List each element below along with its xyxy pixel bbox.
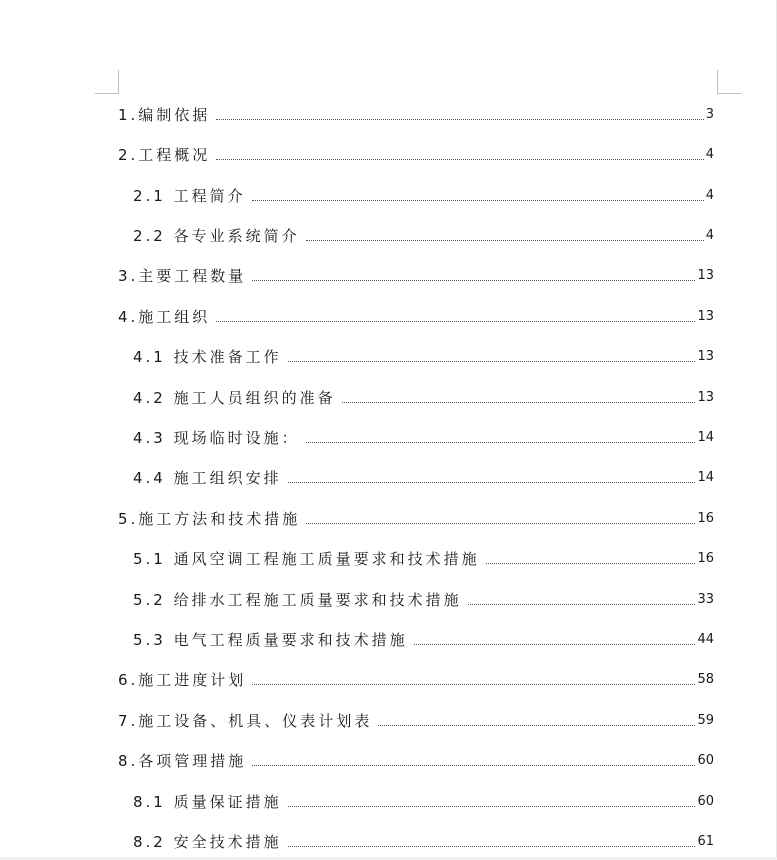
toc-entry-page: 4 [705,228,714,243]
toc-entry-title: 2.2 各专业系统简介 [133,227,300,245]
toc-leader-dots [288,361,696,362]
toc-leader-dots [468,604,696,605]
toc-entry-page: 16 [697,511,714,526]
toc-entry[interactable] [133,830,714,852]
toc-entry-title: 4.4 施工组织安排 [133,469,282,487]
toc-entry-title: 4.2 施工人员组织的准备 [133,389,336,407]
toc-entry[interactable] [118,668,714,690]
toc-leader-dots [378,725,695,726]
toc-entry-page: 13 [697,390,714,405]
toc-entry[interactable] [133,184,714,206]
toc-entry-page: 13 [697,349,714,364]
toc-leader-dots [288,846,696,847]
toc-entry-page: 61 [697,834,714,849]
toc-leader-dots [342,402,696,403]
toc-entry-title: 8.2 安全技术措施 [133,833,282,851]
toc-leader-dots [288,482,696,483]
toc-entry-title: 5.施工方法和技术措施 [118,510,301,528]
toc-leader-dots [306,240,704,241]
toc-entry-title: 4.3 现场临时设施： [133,429,300,447]
toc-entry-title: 4.施工组织 [118,308,211,326]
toc-entry[interactable] [133,547,714,569]
toc-entry[interactable] [133,790,714,812]
toc-entry[interactable] [118,709,714,731]
toc-entry-title: 5.2 给排水工程施工质量要求和技术措施 [133,591,462,609]
toc-entry[interactable] [118,264,714,286]
toc-leader-dots [306,523,695,524]
toc-entry-page: 14 [697,470,714,485]
toc-entry[interactable] [118,507,714,529]
toc-entry-page: 60 [697,794,714,809]
toc-entry-page: 3 [705,107,714,122]
toc-entry[interactable] [118,749,714,771]
toc-entry-title: 8.1 质量保证措施 [133,793,282,811]
toc-entry-page: 59 [697,713,714,728]
toc-entry-page: 16 [697,551,714,566]
toc-entry[interactable] [133,426,714,448]
toc-entry[interactable] [133,628,714,650]
toc-entry[interactable] [118,103,714,125]
toc-entry[interactable] [133,466,714,488]
toc-leader-dots [414,644,696,645]
toc-entry-title: 2.工程概况 [118,146,211,164]
toc-leader-dots [306,442,696,443]
toc-entry-title: 3.主要工程数量 [118,267,247,285]
toc-entry[interactable] [118,143,714,165]
toc-entry[interactable] [118,305,714,327]
toc-entry-page: 33 [697,592,714,607]
toc-entry-title: 4.1 技术准备工作 [133,348,282,366]
toc-leader-dots [252,765,695,766]
toc-entry[interactable] [133,588,714,610]
toc-entry-page: 58 [697,672,714,687]
toc-entry-page: 14 [697,430,714,445]
toc-leader-dots [288,806,696,807]
toc-entry[interactable] [133,224,714,246]
toc-entry-title: 5.3 电气工程质量要求和技术措施 [133,631,408,649]
toc-entry-title: 5.1 通风空调工程施工质量要求和技术措施 [133,550,480,568]
toc-entry[interactable] [133,386,714,408]
toc-entry-page: 4 [705,188,714,203]
toc-leader-dots [486,563,696,564]
toc-entry-page: 60 [697,753,714,768]
toc-entry-page: 13 [697,309,714,324]
toc-entry-title: 7.施工设备、机具、仪表计划表 [118,712,373,730]
toc-entry-title: 6.施工进度计划 [118,671,247,689]
toc-leader-dots [216,321,695,322]
toc-leader-dots [252,200,704,201]
toc-entry-page: 44 [697,632,714,647]
toc-entry[interactable] [133,345,714,367]
toc-leader-dots [252,280,695,281]
toc-leader-dots [216,159,703,160]
toc-entry-title: 1.编制依据 [118,106,211,124]
toc-entry-title: 2.1 工程简介 [133,187,246,205]
toc-entry-page: 4 [705,147,714,162]
toc-entry-title: 8.各项管理措施 [118,752,247,770]
toc-leader-dots [216,119,703,120]
toc-entry-page: 13 [697,268,714,283]
toc-leader-dots [252,684,695,685]
